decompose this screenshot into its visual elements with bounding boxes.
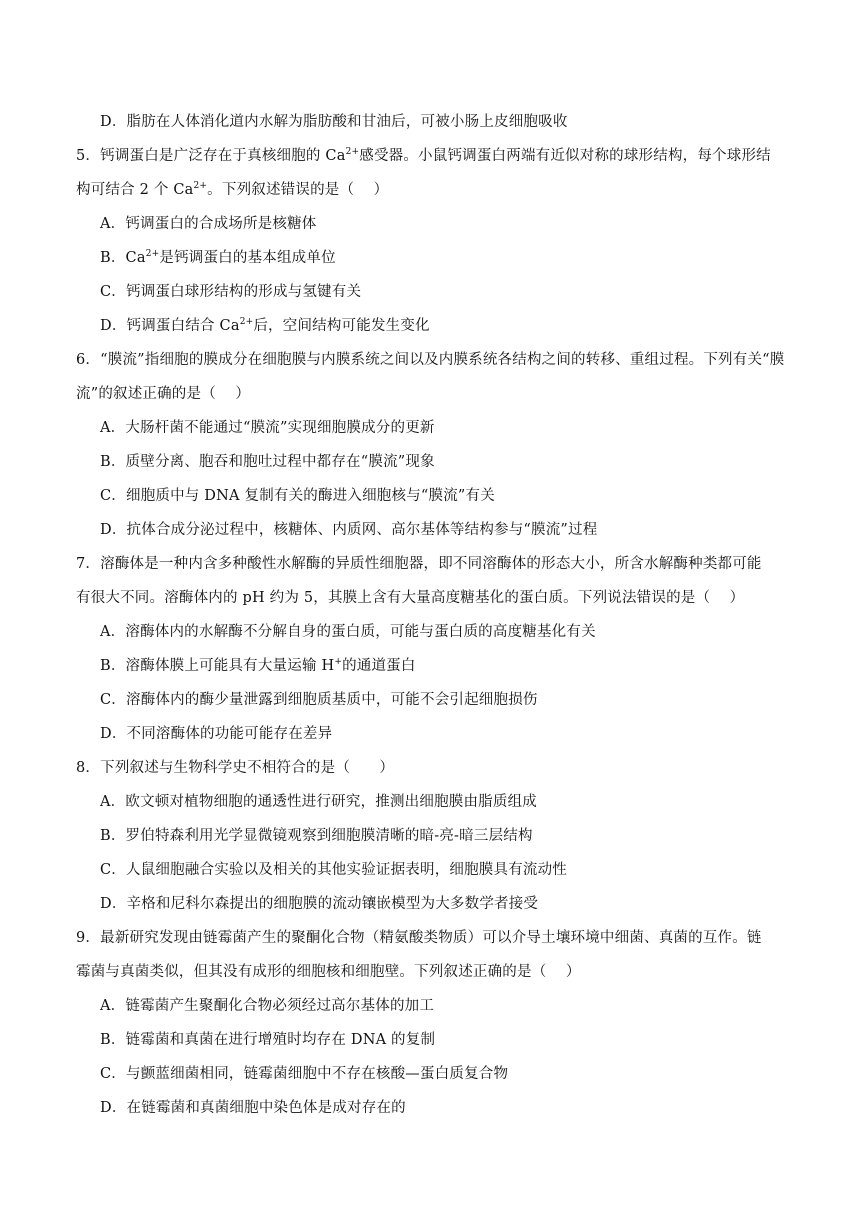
question-7-option-b [100, 656, 416, 676]
question-5-text: 。下列叙述错误的是（ ） [207, 182, 389, 198]
question-7-option-a: A．溶酶体内的水解酶不分解自身的蛋白质，可能与蛋白质的高度糖基化有关 [100, 624, 596, 640]
question-7-option-d: D．不同溶酶体的功能可能存在差异 [100, 726, 333, 742]
question-9-option-a: A．链霉菌产生聚酮化合物必须经过高尔基体的加工 [100, 998, 435, 1014]
question-5-stem-line-1 [76, 146, 771, 166]
superscript: + [334, 657, 343, 667]
question-5-text: 构可结合 2 个 Ca [76, 182, 194, 198]
question-7-option-c: C．溶酶体内的酶少量泄露到细胞质基质中，可能不会引起细胞损伤 [100, 692, 538, 708]
question-9-stem-line-2: 霉菌与真菌类似，但其没有成形的细胞核和细胞壁。下列叙述正确的是（ ） [76, 964, 581, 980]
question-9-stem-line-1: 9．最新研究发现由链霉菌产生的聚酮化合物（精氨酸类物质）可以介导土壤环境中细菌、真菌的互作。链 [76, 930, 762, 946]
question-8-stem: 8．下列叙述与生物科学史不相符合的是（ ） [76, 760, 395, 776]
question-5-option-c: C．钙调蛋白球形结构的形成与氢键有关 [100, 284, 362, 300]
superscript: 2+ [345, 147, 360, 157]
question-7-stem-line-1: 7．溶酶体是一种内含多种酸性水解酶的异质性细胞器，即不同溶酶体的形态大小，所含水解酶种类都可能 [76, 556, 762, 572]
superscript: 2+ [145, 249, 160, 259]
question-9-option-d: D．在链霉菌和真菌细胞中染色体是成对存在的 [100, 1100, 406, 1116]
question-6-stem-line-1: 6．“膜流”指细胞的膜成分在细胞膜与内膜系统之间以及内膜系统各结构之间的转移、重组过程。下列有关“膜 [76, 352, 785, 368]
question-5-option-a: A．钙调蛋白的合成场所是核糖体 [100, 216, 317, 232]
option-text: 后，空间结构可能发生变化 [253, 318, 430, 334]
question-6-option-d: D．抗体合成分泌过程中，核糖体、内质网、高尔基体等结构参与“膜流”过程 [100, 522, 598, 538]
question-8-option-d: D．辛格和尼科尔森提出的细胞膜的流动镶嵌模型为大多数学者接受 [100, 896, 539, 912]
question-5-stem-line-2 [76, 180, 388, 200]
option-text: B．溶酶体膜上可能具有大量运输 H [100, 658, 335, 674]
question-5-text: 感受器。小鼠钙调蛋白两端有近似对称的球形结构，每个球形结 [359, 148, 771, 164]
question-8-option-b: B．罗伯特森利用光学显微镜观察到细胞膜清晰的暗-亮-暗三层结构 [100, 828, 533, 844]
question-5-text: 5．钙调蛋白是广泛存在于真核细胞的 Ca [76, 148, 346, 164]
question-5-option-b [100, 248, 336, 268]
question-6-option-c: C．细胞质中与 DNA 复制有关的酶进入细胞核与“膜流”有关 [100, 488, 495, 504]
question-8-option-a: A．欧文顿对植物细胞的通透性进行研究，推测出细胞膜由脂质组成 [100, 794, 537, 810]
question-6-option-b: B．质壁分离、胞吞和胞吐过程中都存在“膜流”现象 [100, 454, 435, 470]
option-text: 是钙调蛋白的基本组成单位 [159, 250, 336, 266]
prev-question-option-d: D．脂肪在人体消化道内水解为脂肪酸和甘油后，可被小肠上皮细胞吸收 [100, 114, 568, 130]
option-text: B．Ca [100, 250, 146, 266]
question-6-stem-line-2: 流”的叙述正确的是（ ） [76, 386, 251, 402]
option-text: D．钙调蛋白结合 Ca [100, 318, 240, 334]
question-9-option-c: C．与颤蓝细菌相同，链霉菌细胞中不存在核酸—蛋白质复合物 [100, 1066, 509, 1082]
question-5-option-d [100, 316, 430, 336]
question-7-stem-line-2: 有很大不同。溶酶体内的 pH 约为 5，其膜上含有大量高度糖基化的蛋白质。下列说法错误的是（ ） [76, 590, 745, 606]
option-text: 的通道蛋白 [342, 658, 416, 674]
question-8-option-c: C．人鼠细胞融合实验以及相关的其他实验证据表明，细胞膜具有流动性 [100, 862, 567, 878]
question-6-option-a: A．大肠杆菌不能通过“膜流”实现细胞膜成分的更新 [100, 420, 435, 436]
superscript: 2+ [239, 317, 254, 327]
superscript: 2+ [193, 181, 208, 191]
question-9-option-b: B．链霉菌和真菌在进行增殖时均存在 DNA 的复制 [100, 1032, 436, 1048]
